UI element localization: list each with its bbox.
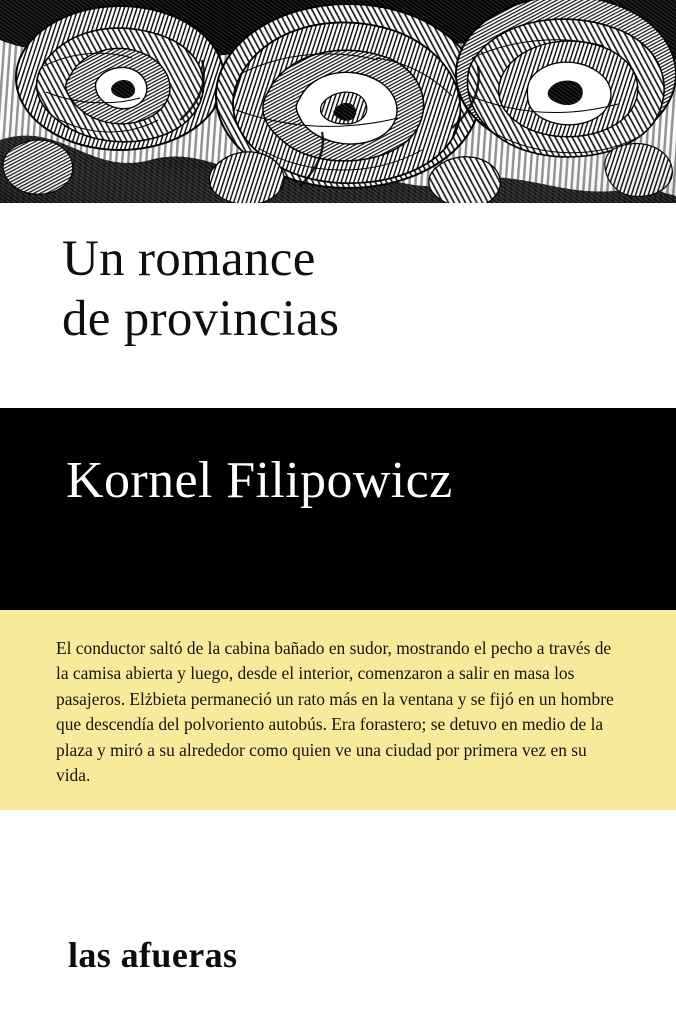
publisher-band xyxy=(0,810,676,1024)
title-line-2: de provincias xyxy=(62,290,340,347)
blurb-band xyxy=(0,610,676,810)
engraved-peony-flowers-illustration xyxy=(0,0,676,208)
publisher-name: las afueras xyxy=(68,935,238,975)
author-name: Kornel Filipowicz xyxy=(66,452,453,509)
blurb-text: El conductor saltó de la cabina bañado en sudor, mostrando el pecho a través de la camisa abierta y luego, desde el interior, comenzaron a salir en masa los pasajeros. Elżbieta permaneció un rato más en la ventana y se fijó en un hombre que descendía del polvoriento autobús. Era forastero; se detuvo en medio de la plaza y miró a su alrededor como quien ve una ciudad por primera vez en su vida. xyxy=(56,638,614,786)
author-band xyxy=(0,408,676,610)
title-line-1: Un romance xyxy=(62,231,316,287)
title-band xyxy=(0,208,676,408)
page-title xyxy=(62,230,636,349)
